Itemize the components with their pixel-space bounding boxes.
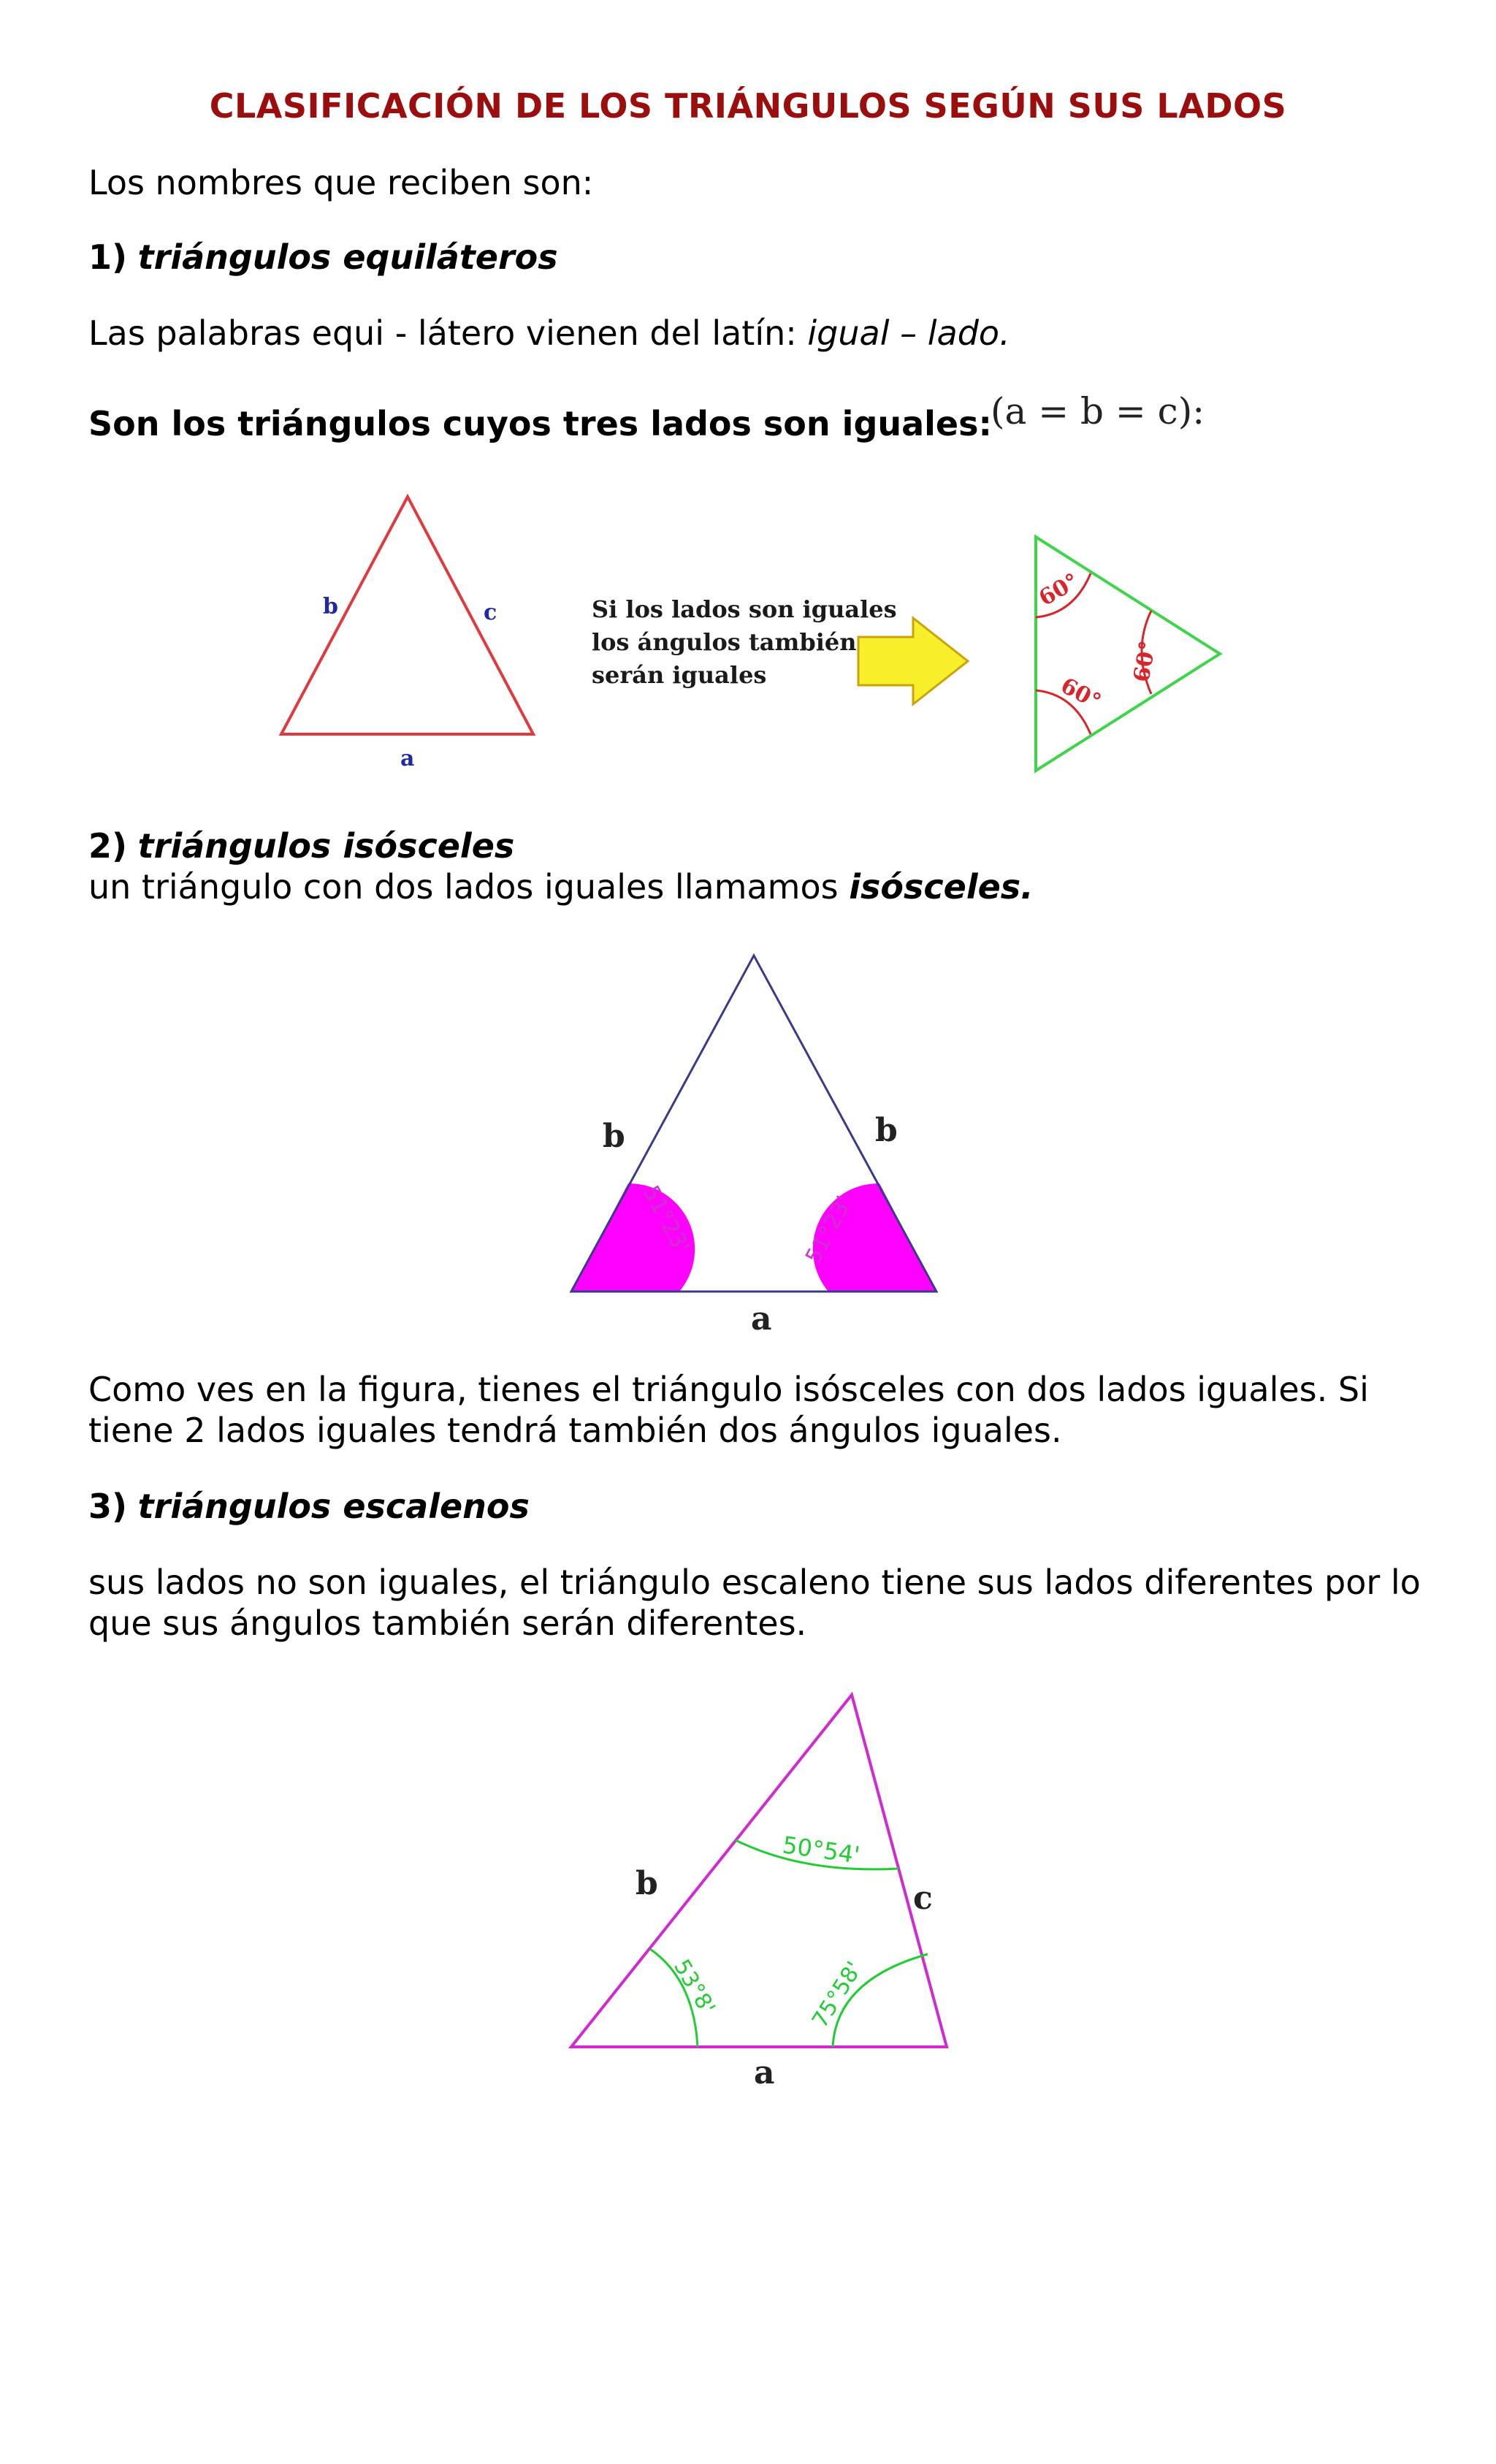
section3-number: 3) (88, 1487, 128, 1526)
section2-title: triángulos isósceles (137, 826, 515, 866)
scalene-figure (562, 1680, 972, 2104)
section1-heading (88, 237, 558, 278)
isosceles-side-right: b (875, 1112, 898, 1149)
scalene-angle-top: 50°54' (780, 1831, 862, 1869)
equilateral-angle-top: 60° (1034, 568, 1084, 611)
equilateral-side-a: a (400, 746, 415, 771)
scalene-angle-right: 75°58' (807, 1957, 868, 2033)
isosceles-angle-right: 51°23' (801, 1191, 858, 1268)
page-title: CLASIFICACIÓN DE LOS TRIÁNGULOS SEGÚN SUS LADOS (209, 86, 1287, 126)
etymology-prefix: Las palabras equi - látero vienen del latín: (88, 313, 797, 353)
section2-text-prefix: un triángulo con dos lados iguales llamamos (88, 867, 839, 907)
scalene-angle-left: 53°8' (668, 1955, 720, 2019)
scalene-side-a: a (754, 2054, 775, 2091)
equilateral-side-c: c (484, 600, 497, 625)
section2-definition (88, 866, 1034, 907)
section1-definition: Son los triángulos cuyos tres lados son iguales: (88, 404, 992, 443)
isosceles-side-base: a (751, 1300, 772, 1338)
scalene-side-c: c (913, 1880, 933, 1917)
section1-title: triángulos equiláteros (137, 237, 558, 277)
arrow-right-icon (858, 618, 968, 704)
isosceles-figure (562, 942, 957, 1351)
equilateral-formula: (a = b = c): (991, 390, 1205, 432)
section1-number: 1) (88, 237, 128, 277)
section3-heading (88, 1486, 530, 1527)
equilateral-caption-line2: los ángulos también (592, 628, 857, 656)
section1-etymology (88, 313, 1010, 354)
isosceles-angle-left: 51°23' (637, 1181, 695, 1258)
section2-explanation-line1: Como ves en la figura, tienes el triángulo isósceles con dos lados iguales. Si (88, 1370, 1369, 1409)
section2-explanation-line2: tiene 2 lados iguales tendrá también dos ángulos iguales. (88, 1411, 1062, 1450)
equilateral-caption-line1: Si los lados son iguales (592, 595, 897, 623)
section3-title: triángulos escalenos (137, 1487, 530, 1526)
section3-text-line2: que sus ángulos también serán diferentes. (88, 1603, 807, 1643)
scalene-triangle (571, 1695, 947, 2047)
section2-heading (88, 825, 514, 866)
section2-term: isósceles. (849, 867, 1034, 907)
isosceles-side-left: b (603, 1118, 625, 1155)
equilateral-side-b: b (323, 594, 338, 619)
intro-text: Los nombres que reciben son: (88, 163, 594, 202)
equilateral-angle-bottom: 60° (1056, 673, 1105, 715)
equilateral-caption-line3: serán iguales (592, 661, 767, 689)
equilateral-angle-right: 60° (1129, 638, 1161, 684)
etymology-meaning: igual – lado. (807, 313, 1010, 353)
equilateral-figure (263, 475, 1242, 789)
section2-number: 2) (88, 826, 128, 866)
section3-text-line1: sus lados no son iguales, el triángulo escaleno tiene sus lados diferentes por lo (88, 1563, 1421, 1602)
scalene-side-b: b (636, 1865, 658, 1902)
